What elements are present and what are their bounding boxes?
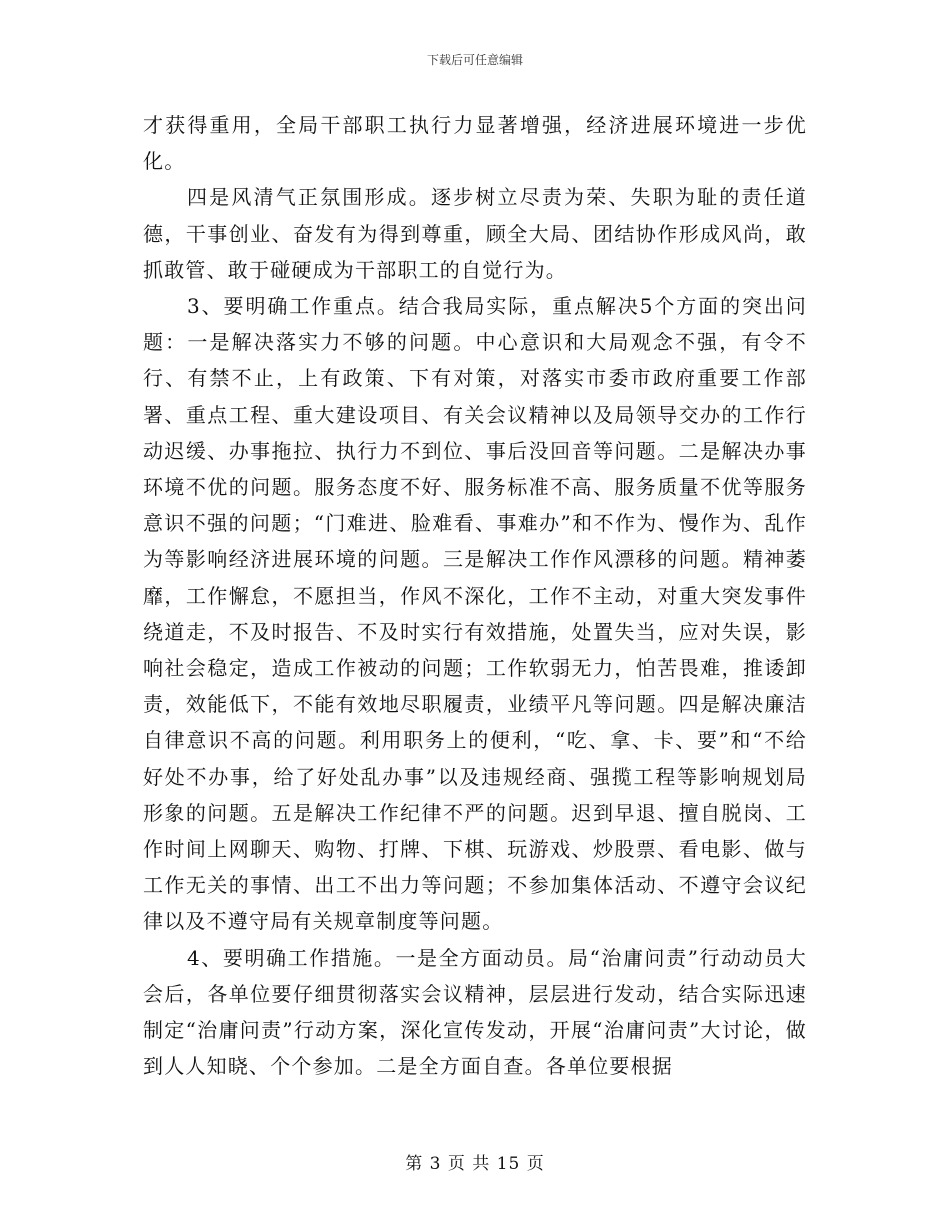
page-header: 下载后可任意编辑 <box>426 53 523 67</box>
page-number: 第 3 页 共 15 页 <box>405 1154 545 1174</box>
paragraph-work-focus: 3、要明确工作重点。结合我局实际，重点解决5个方面的突出问题：一是解决落实力不够的问题。中心意识和大局观念不强，有令不行、有禁不止，上有政策、下有对策，对落实市委市政府重要工作部署、重点工程、重大建设项目、有关会议精神以及局领导交办的工作行动迟缓、办事拖拉、执行力不到位、事后没回音等问题。二是解决办事环境不优的问题。服务态度不好、服务标准不高、服务质量不优等服务意识不强的问题；“门难进、脸难看、事难办”和不作为、慢作为、乱作为等影响经济进展环境的问题。三是解决工作作风漂移的问题。精神萎靡，工作懈怠，不愿担当，作风不深化，工作不主动，对重大突发事件绕道走，不及时报告、不及时实行有效措施，处置失当，应对失误，影响社会稳定，造成工作被动的问题；工作软弱无力，怕苦畏难，推诿卸责，效能低下，不能有效地尽职履责，业绩平凡等问题。四是解决廉洁自律意识不高的问题。利用职务上的便利，“吃、拿、卡、要”和“不给好处不办事，给了好处乱办事”以及违规经商、强揽工程等影响规划局形象的问题。五是解决工作纪律不严的问题。迟到早退、擅自脱岗、工作时间上网聊天、购物、打牌、下棋、玩游戏、炒股票、看电影、做与工作无关的事情、出工不出力等问题；不参加集体活动、不遵守会议纪律以及不遵守局有关规章制度等问题。 <box>143 294 807 934</box>
paragraph-work-measures: 4、要明确工作措施。一是全方面动员。局“治庸问责”行动动员大会后，各单位要仔细贯彻落实会议精神，层层进行发动，结合实际迅速制定“治庸问责”行动方案，深化宣传发动，开展“治庸问责”大讨论，做到人人知晓、个个参加。二是全方面自查。各单位要根据 <box>143 945 807 1079</box>
document-body <box>143 107 807 1084</box>
paragraph-atmosphere: 四是风清气正氛围形成。逐步树立尽责为荣、失职为耻的责任道德，干事创业、奋发有为得到尊重，顾全大局、团结协作形成风尚，敢抓敢管、敢于碰硬成为干部职工的自觉行为。 <box>143 185 807 282</box>
paragraph-continuation: 才获得重用，全局干部职工执行力显著增强，经济进展环境进一步优化。 <box>143 113 807 174</box>
